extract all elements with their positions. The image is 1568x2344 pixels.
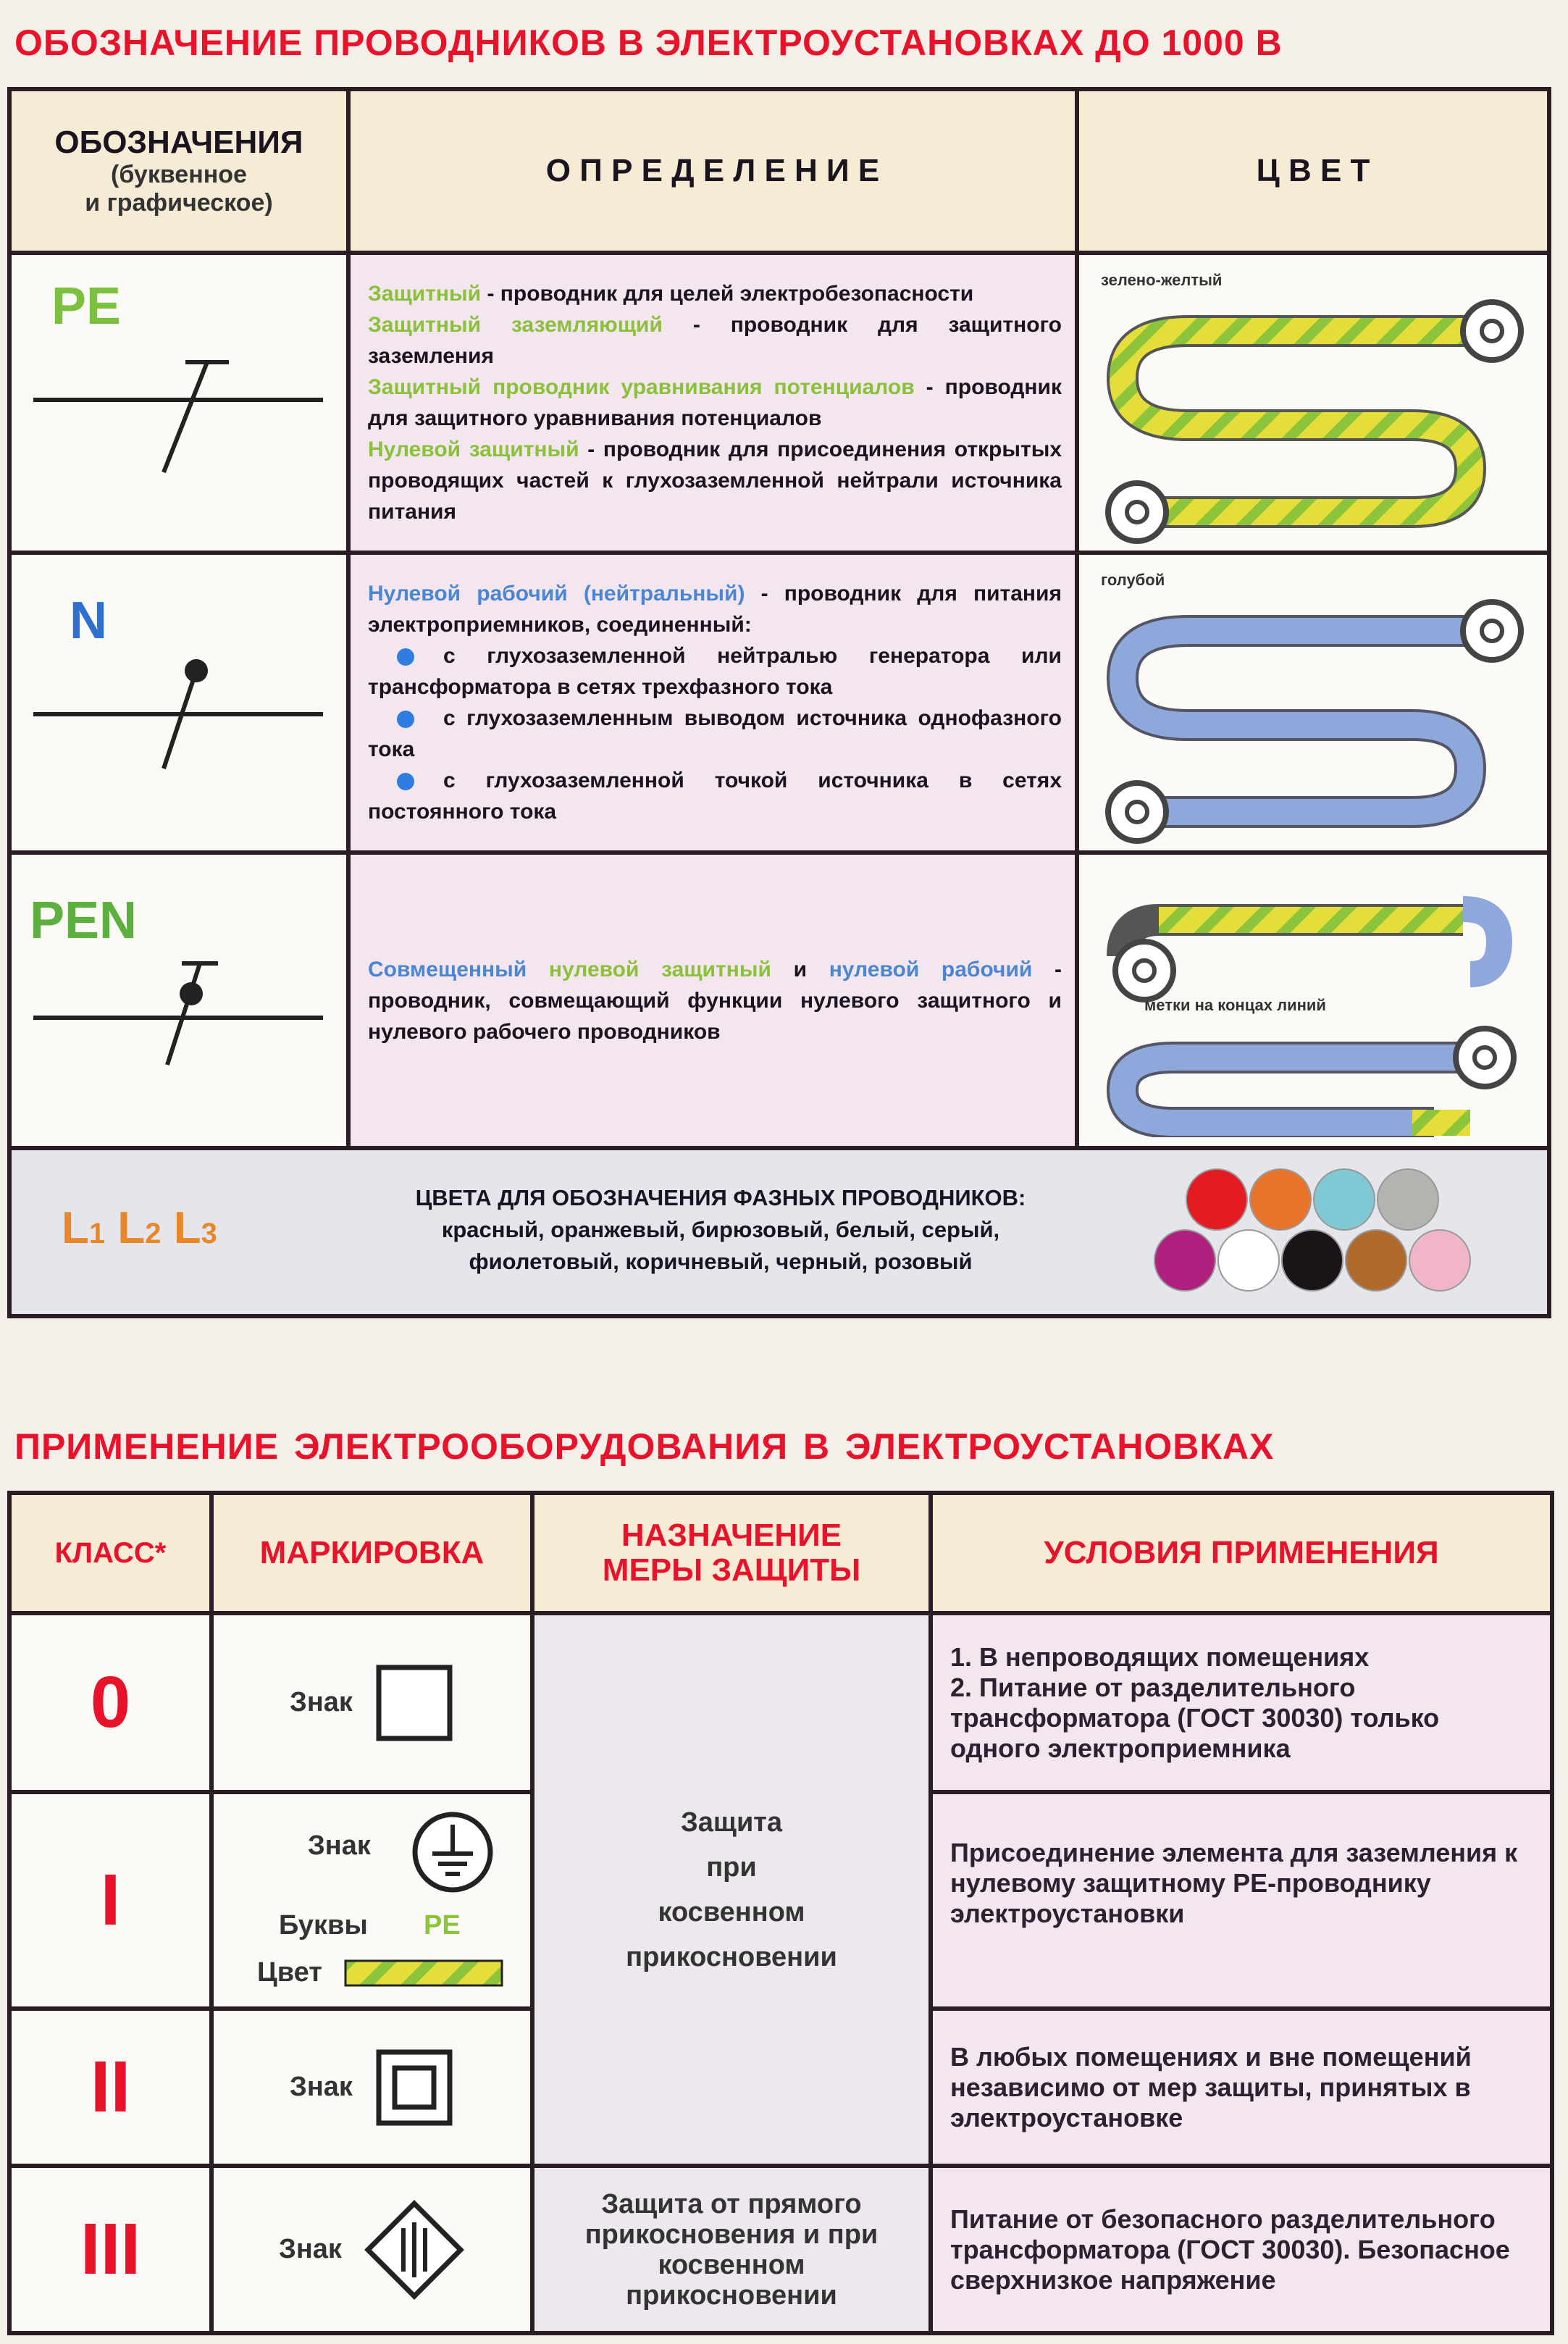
conditions-0: 1. В непроводящих помещениях 2. Питание от разделительного трансформатора (ГОСТ 30030) только одного электроприемника	[928, 1611, 1554, 1794]
purpose-indirect-contact	[530, 1611, 933, 2168]
pe-symbol-cell	[7, 251, 351, 555]
class-0-square-icon	[374, 1663, 454, 1743]
pen-term: нулевой защитный	[548, 957, 771, 981]
purpose-line: при	[706, 1851, 757, 1883]
equipment-title: ПРИМЕНЕНИЕ ЭЛЕКТРООБОРУДОВАНИЯ В ЭЛЕКТРОУСТАНОВКАХ	[14, 1426, 1275, 1467]
pe-color-label: зелено-желтый	[1101, 271, 1223, 289]
class-ii: II	[7, 2006, 214, 2168]
header-marking: МАРКИРОВКА	[209, 1491, 534, 1615]
phase-letter: L	[117, 1203, 146, 1253]
letters-value: PE	[424, 1910, 461, 1941]
blue-wire-icon	[1094, 598, 1543, 845]
n-text: - проводник для питания электроприемников, соединенный:	[368, 582, 1062, 637]
header-color: Ц В Е Т	[1075, 87, 1551, 255]
phase-color-swatch	[1186, 1169, 1247, 1230]
bullet-icon	[397, 773, 414, 790]
pe-term: Защитный заземляющий	[368, 313, 663, 337]
low-voltage-icon	[364, 2199, 465, 2301]
pe-text: - проводник для защитного уравнивания потенциалов	[368, 375, 1062, 430]
phase-color-swatch	[1409, 1230, 1470, 1291]
n-color-cell	[1075, 551, 1551, 855]
n-graphic-symbol-icon	[26, 642, 330, 787]
double-insulation-icon	[374, 2048, 454, 2127]
phase-color-swatch	[1154, 1230, 1215, 1291]
n-bullet: с глухозаземленным выводом источника однофазного тока	[368, 706, 1062, 761]
pen-and: и	[771, 957, 829, 981]
n-bullet: с глухозаземленной нейтралью генератора или трансформатора в сетях трехфазного тока	[368, 644, 1062, 699]
conditions-i: Присоединение элемента для заземления к нулевому защитному PE-проводнику электроустановки	[928, 1790, 1554, 2011]
color-label: Цвет	[257, 1957, 322, 1988]
bullet-icon	[397, 711, 414, 728]
header-class: КЛАСС*	[7, 1491, 214, 1615]
sign-label: Знак	[290, 1687, 353, 1717]
pen-graphic-symbol-icon	[26, 949, 330, 1079]
class-0: 0	[7, 1611, 214, 1794]
header-definition: О П Р Е Д Е Л Е Н И Е	[346, 87, 1079, 255]
sign-label: Знак	[290, 2072, 353, 2102]
pe-symbol: PE	[51, 277, 122, 335]
marking-i	[209, 1790, 534, 2011]
phases-heading: ЦВЕТА ДЛЯ ОБОЗНАЧЕНИЯ ФАЗНЫХ ПРОВОДНИКОВ:	[415, 1185, 1026, 1210]
pe-text: - проводник для присоединения открытых проводящих частей к глухозаземленной нейтрали источника питания	[368, 438, 1062, 524]
pe-graphic-symbol-icon	[26, 342, 330, 487]
phase-color-swatch	[1346, 1230, 1406, 1291]
conditions-iii: Питание от безопасного разделительного трансформатора (ГОСТ 30030). Безопасное сверхнизкое напряжение	[928, 2164, 1554, 2335]
pe-term: Защитный	[368, 282, 482, 306]
phases-line: фиолетовый, коричневый, черный, розовый	[469, 1249, 973, 1274]
phase-index: 1	[88, 1218, 106, 1250]
marking-iii	[209, 2164, 534, 2335]
phases-line: красный, оранжевый, бирюзовый, белый, серый,	[441, 1217, 1000, 1242]
pen-marks-label: метки на концах линий	[1144, 996, 1326, 1014]
header-designation-title: ОБОЗНАЧЕНИЯ	[54, 125, 303, 160]
n-term: Нулевой рабочий (нейтральный)	[368, 582, 745, 606]
purpose-iii: Защита от прямого прикосновения и при косвенном прикосновении	[530, 2164, 933, 2335]
pen-term: нулевой рабочий	[829, 957, 1033, 981]
n-definition	[346, 551, 1079, 855]
pen-symbol: PEN	[30, 892, 138, 950]
n-color-label: голубой	[1101, 571, 1165, 589]
pe-term: Нулевой защитный	[368, 438, 579, 461]
class-iii: III	[7, 2164, 214, 2335]
pe-text: - проводник для целей электробезопасности	[481, 282, 974, 306]
header-purpose-line: МЕРЫ ЗАЩИТЫ	[602, 1552, 861, 1588]
n-symbol: N	[70, 592, 107, 650]
phase-letter: L	[62, 1203, 89, 1253]
phase-color-swatch	[1282, 1230, 1343, 1291]
purpose-line: прикосновении	[626, 1941, 837, 1972]
purpose-line: косвенном	[658, 1896, 805, 1927]
phase-color-swatch	[1314, 1169, 1375, 1230]
pe-term: Защитный проводник уравнивания потенциалов	[368, 375, 915, 399]
header-designation	[7, 87, 351, 255]
pen-text: - проводник, совмещающий функции нулевого защитного и нулевого рабочего проводников	[368, 957, 1062, 1044]
purpose-line: Защита	[680, 1807, 783, 1838]
phase-color-swatch	[1250, 1169, 1311, 1230]
green-yellow-wire-icon	[1094, 298, 1543, 545]
pe-definition	[346, 251, 1079, 555]
phase-color-swatch	[1378, 1169, 1438, 1230]
class-i: I	[7, 1790, 214, 2011]
sign-label: Знак	[308, 1830, 371, 1861]
marking-ii	[209, 2006, 534, 2168]
pe-text: - проводник для защитного заземления	[368, 313, 1062, 368]
header-designation-sub: (буквенное	[111, 161, 247, 188]
marking-0	[209, 1611, 534, 1794]
pe-color-cell	[1075, 251, 1551, 555]
n-bullet: с глухозаземленной точкой источника в сетях постоянного тока	[368, 769, 1062, 824]
header-conditions: УСЛОВИЯ ПРИМЕНЕНИЯ	[928, 1491, 1554, 1615]
phase-color-swatch	[1218, 1230, 1279, 1291]
phase-index: 2	[145, 1218, 162, 1250]
ground-icon	[409, 1809, 496, 1896]
phase-index: 3	[201, 1218, 217, 1250]
header-designation-sub: и графическое)	[85, 189, 273, 217]
header-purpose-line: НАЗНАЧЕНИЕ	[621, 1518, 842, 1553]
pen-symbol-cell	[7, 850, 351, 1150]
phases-text	[340, 1182, 1101, 1278]
phase-letter: L	[173, 1203, 201, 1253]
letters-label: Буквы	[279, 1910, 368, 1941]
pen-term: Совмещенный	[368, 957, 527, 981]
header-purpose	[530, 1491, 933, 1615]
phases-symbol	[62, 1202, 217, 1254]
green-yellow-stripe-icon	[344, 1959, 503, 1987]
conductors-title: ОБОЗНАЧЕНИЕ ПРОВОДНИКОВ В ЭЛЕКТРОУСТАНОВКАХ ДО 1000 В	[14, 22, 1283, 63]
sign-label: Знак	[279, 2234, 342, 2264]
bullet-icon	[397, 648, 414, 666]
pen-definition	[346, 850, 1079, 1150]
n-symbol-cell	[7, 551, 351, 855]
pen-color-cell	[1075, 850, 1551, 1150]
conditions-ii: В любых помещениях и вне помещений независимо от мер защиты, принятых в электроустановке	[928, 2006, 1554, 2168]
phase-color-swatches	[1152, 1165, 1485, 1302]
